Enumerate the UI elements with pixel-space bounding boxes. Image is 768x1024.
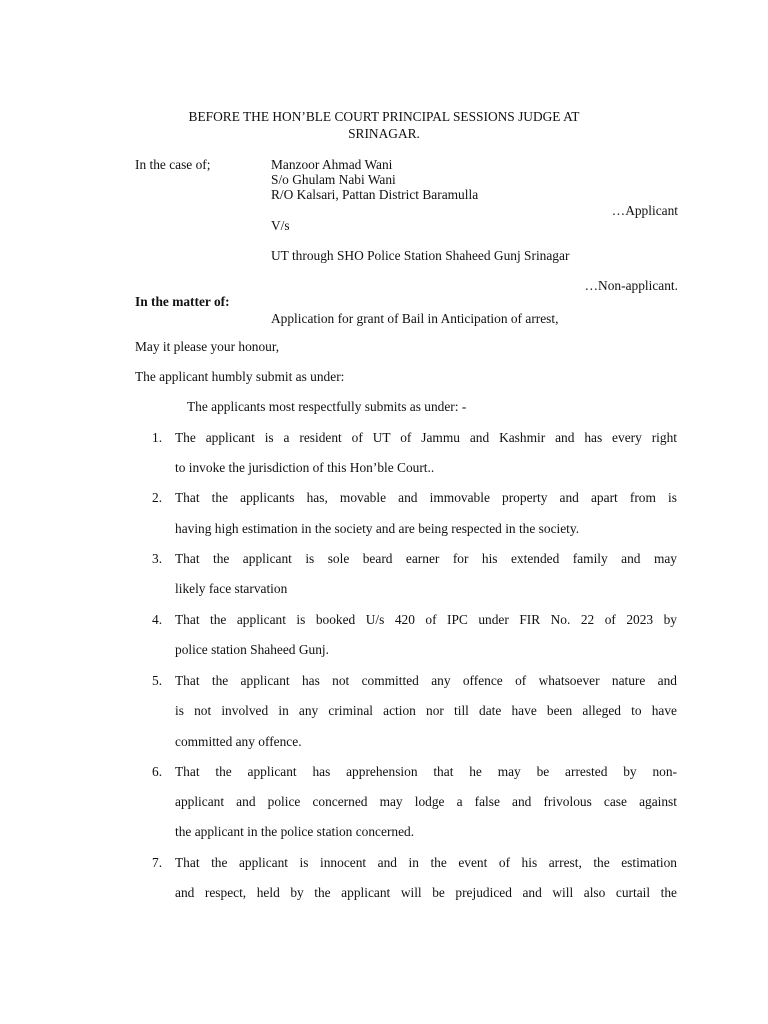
list-item-line: That the applicant is innocent and in the event of his arrest, the estimation xyxy=(175,855,677,870)
list-item-line: likely face starvation xyxy=(175,581,288,596)
applicant-residence: R/O Kalsari, Pattan District Baramulla xyxy=(271,187,479,202)
matter-label: In the matter of: xyxy=(135,294,230,309)
list-item-line: That the applicant is booked U/s 420 of IPC under FIR No. 22 of 2023 by xyxy=(175,612,677,627)
versus-label: V/s xyxy=(271,218,290,233)
list-item-line: That the applicants has, movable and immovable property and apart from is xyxy=(175,490,677,505)
applicant-role: …Applicant xyxy=(611,203,678,218)
list-item-number: 2. xyxy=(152,490,163,505)
intro-line: The applicants most respectfully submits as under: - xyxy=(187,399,467,414)
applicant-name: Manzoor Ahmad Wani xyxy=(271,157,393,172)
applicant-parent: S/o Ghulam Nabi Wani xyxy=(271,172,396,187)
salutation: May it please your honour, xyxy=(135,339,280,354)
list-item-number: 1. xyxy=(152,430,163,445)
list-item-line: That the applicant is sole beard earner for his extended family and may xyxy=(175,551,677,566)
list-item-number: 3. xyxy=(152,551,163,566)
list-item-number: 4. xyxy=(152,612,163,627)
list-item-line: to invoke the jurisdiction of this Hon’ble Court.. xyxy=(175,460,435,475)
list-item-line: That the applicant has not committed any offence of whatsoever nature and xyxy=(175,673,677,688)
matter-text: Application for grant of Bail in Anticipation of arrest, xyxy=(271,311,559,326)
list-item-line: That the applicant has apprehension that he may be arrested by non- xyxy=(175,764,677,779)
court-heading-line-1: BEFORE THE HON’BLE COURT PRINCIPAL SESSIONS JUDGE AT xyxy=(188,109,580,124)
list-item-line: is not involved in any criminal action nor till date have been alleged to have xyxy=(175,703,677,718)
submit-line: The applicant humbly submit as under: xyxy=(135,369,345,384)
list-item-line: having high estimation in the society and are being respected in the society. xyxy=(175,521,580,536)
list-item-line: applicant and police concerned may lodge a false and frivolous case against xyxy=(175,794,677,809)
list-item-number: 6. xyxy=(152,764,163,779)
list-item-number: 5. xyxy=(152,673,163,688)
court-heading-line-2: SRINAGAR. xyxy=(348,126,420,141)
list-item-number: 7. xyxy=(152,855,163,870)
list-item-line: police station Shaheed Gunj. xyxy=(175,642,329,657)
respondent-role: …Non-applicant. xyxy=(584,278,678,293)
list-item-line: The applicant is a resident of UT of Jammu and Kashmir and has every right xyxy=(175,430,677,445)
list-item-line: and respect, held by the applicant will be prejudiced and will also curtail the xyxy=(175,885,677,900)
list-item-line: the applicant in the police station concerned. xyxy=(175,824,415,839)
list-item-line: committed any offence. xyxy=(175,734,302,749)
respondent-name: UT through SHO Police Station Shaheed Gunj Srinagar xyxy=(271,248,570,263)
case-label: In the case of; xyxy=(135,157,211,172)
